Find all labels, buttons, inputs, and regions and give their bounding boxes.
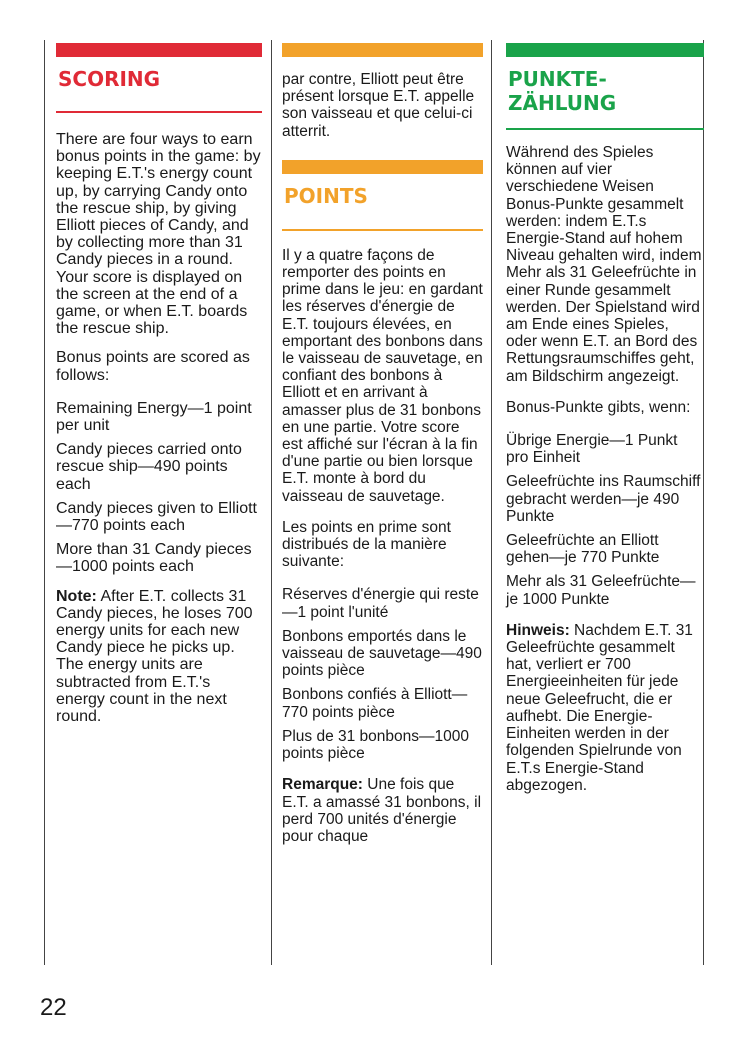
column-divider-2 [491, 40, 492, 965]
english-note [56, 588, 262, 726]
french-item-more-than-31: Plus de 31 bonbons—1000 points pièce [282, 727, 470, 763]
german-title-line-2: ZÄHLUNG [508, 91, 617, 115]
english-color-bar [56, 43, 262, 57]
french-item-rescue-ship: Bonbons emportés dans le vaisseau de sauvetage—490 points pièce [282, 627, 482, 680]
german-color-bar [506, 43, 704, 57]
german-bonus-intro: Bonus-Punkte gibts, wenn: [506, 398, 691, 416]
page-number: 22 [40, 994, 67, 1021]
german-item-energy: Übrige Energie—1 Punkt pro Einheit [506, 432, 678, 467]
french-continued-text: par contre, Elliott peut être présent lorsque E.T. appelle son vaisseau et que celui-ci atterrit. [282, 71, 475, 140]
french-color-bar [282, 160, 483, 174]
english-item-energy: Remaining Energy—1 point per unit [56, 399, 252, 435]
english-item-elliott: Candy pieces given to Elliott—770 points each [56, 499, 257, 535]
english-column [56, 43, 262, 725]
french-note [282, 776, 483, 845]
french-item-energy: Réserves d'énergie qui reste—1 point l'unité [282, 586, 479, 621]
english-intro: There are four ways to earn bonus points in the game: by keeping E.T.'s energy count up, by carrying Candy onto the rescue ship, by giving Elliott pieces of Candy, and by collecting more than 31 Candy pieces in a round. Your score is displayed on the screen at the end of a game, or when E.T. boards the rescue ship. [56, 131, 261, 338]
left-border [44, 40, 45, 965]
french-title: POINTS [284, 183, 368, 208]
french-item-elliott: Bonbons confiés à Elliott—770 points pièce [282, 686, 468, 721]
german-column [506, 43, 704, 794]
english-note-text: After E.T. collects 31 Candy pieces, he loses 700 energy units for each new Candy piece he picks up. The energy units are subtracted from E.T.'s energy count in the next round. [56, 587, 253, 726]
german-title-rule [506, 128, 704, 130]
german-note-text: Nachdem E.T. 31 Geleefrüchte gesammelt hat, verliert er 700 Energieeinheiten für jede neue Geleefrucht, die er aufhebt. Die Energie-Einheiten werden in der folgenden Spielrunde von E.T.s Energie-Stand abgezogen. [506, 621, 693, 794]
french-column [282, 43, 483, 845]
english-item-rescue-ship: Candy pieces carried onto rescue ship—490 points each [56, 441, 242, 493]
french-top-bar [282, 43, 483, 57]
german-note [506, 622, 704, 794]
french-note-text: Une fois que E.T. a amassé 31 bonbons, il perd 700 unités d'énergie pour chaque [282, 776, 482, 845]
english-note-label: Note: [56, 587, 97, 605]
english-item-more-than-31: More than 31 Candy pieces—1000 points each [56, 541, 252, 576]
english-title-rule [56, 111, 262, 113]
german-note-label: Hinweis: [506, 621, 570, 639]
german-item-more-than-31: Mehr als 31 Geleefrüchte—je 1000 Punkte [506, 573, 696, 608]
english-bonus-intro: Bonus points are scored as follows: [56, 349, 250, 384]
french-title-rule [282, 229, 483, 231]
french-bonus-intro: Les points en prime sont distribués de la manière suivante: [282, 518, 451, 571]
french-note-label: Remarque: [282, 776, 363, 794]
column-divider-1 [271, 40, 272, 965]
german-intro: Während des Spieles können auf vier verschiedene Weisen Bonus-Punkte gesammelt werden: indem E.T.s Energie-Stand auf hohem Niveau gehalten wird, indem Mehr als 31 Geleefrüchte in einer Runde gesammelt werden. Der Spielstand wird am Ende eines Spieles, oder wenn E.T. an Bord des Rettungsraumschiffes geht, am Bildschirm angezeigt. [506, 144, 702, 385]
german-item-rescue-ship: Geleefrüchte ins Raumschiff gebracht werden—je 490 Punkte [506, 473, 701, 525]
german-title-line-1: PUNKTE- [508, 67, 607, 91]
english-title: SCORING [58, 67, 161, 91]
french-intro: Il y a quatre façons de remporter des points en prime dans le jeu: en gardant les réserves d'énergie de E.T. toujours élevées, en emportant des bonbons dans le vaisseau de sauvetage, en confiant des bonbons à Elliott et en arrivant à amasser plus de 31 bonbons en une partie. Votre score est affiché sur l'écran à la fin d'une partie ou bien lorsque E.T. monte à bord du vaisseau de sauvetage. [282, 246, 483, 505]
german-item-elliott: Geleefrüchte an Elliott gehen—je 770 Punkte [506, 532, 660, 567]
